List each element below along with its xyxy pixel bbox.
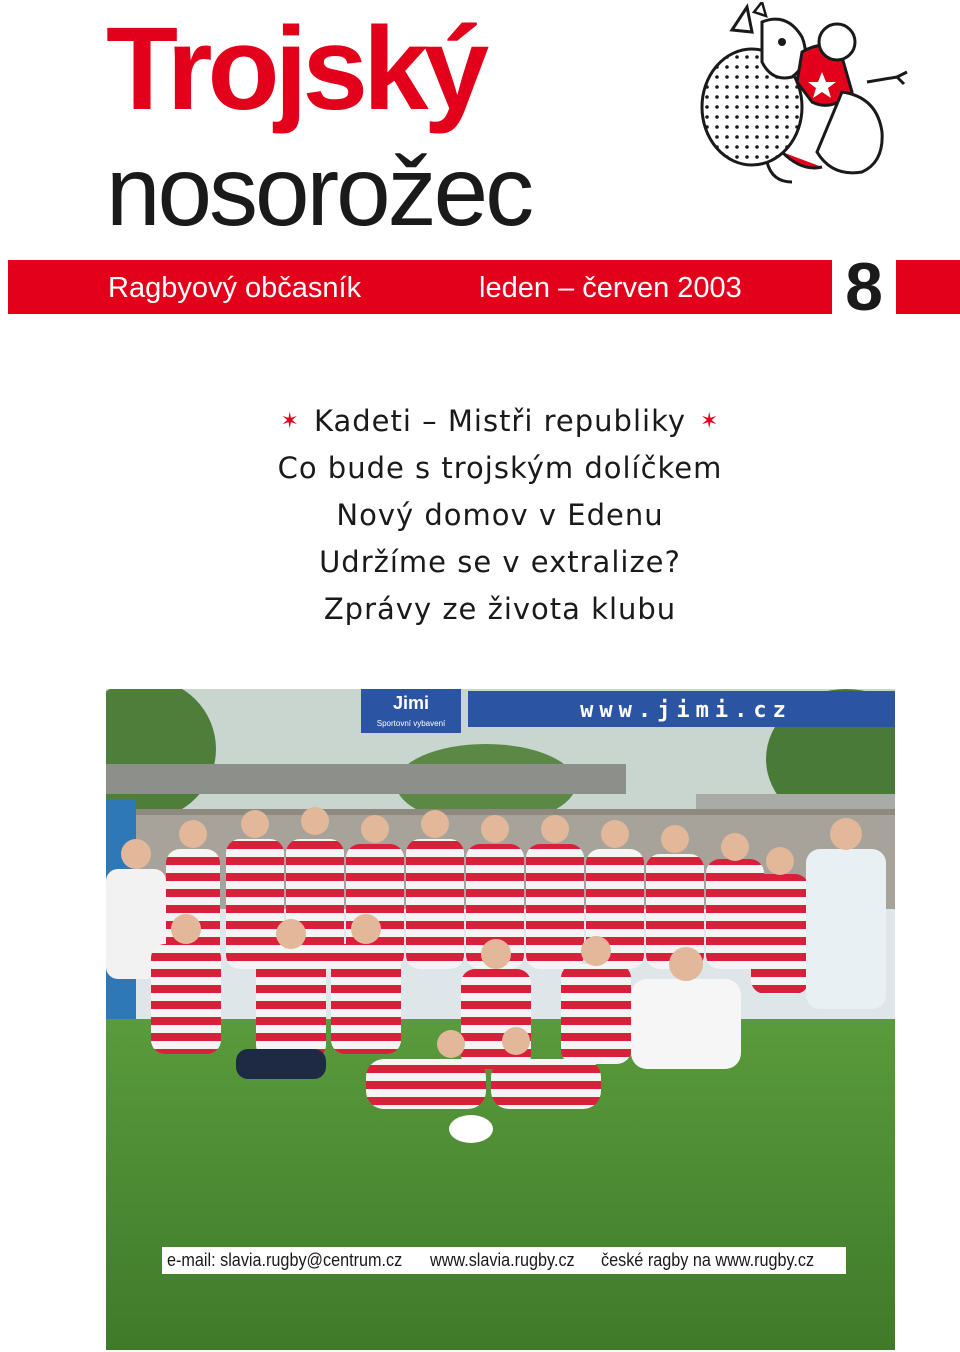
headline-item: Nový domov v Edenu [336,498,664,532]
magazine-subtitle: Ragbyový občasník [108,272,362,304]
footer-email[interactable]: e-mail: slavia.rugby@centrum.cz [167,1250,403,1270]
footer-website[interactable]: www.slavia.rugby.cz [430,1250,575,1270]
sponsor-sign-tagline: Sportovní vybavení [376,719,446,728]
headline-list [0,398,960,633]
star-bullet-icon: ✶ [700,409,720,434]
star-bullet-icon: ✶ [280,409,300,434]
headline-item: ✶ Kadeti – Mistři republiky ✶ [280,404,720,438]
headline-item: Udržíme se v extralize? [319,545,681,579]
magazine-title-line1: Trojský [106,3,485,135]
footer-rugby-link[interactable]: české ragby na www.rugby.cz [601,1250,815,1270]
issue-period: leden – červen 2003 [479,272,742,304]
magazine-title-line2: nosorožec [106,136,532,246]
sponsor-sign-text: Jimi [392,693,430,713]
issue-number: 8 [845,249,883,325]
rhino-mascot-icon [692,2,922,192]
headline-item: Co bude s trojským dolíčkem [277,451,723,485]
headline-item: Zprávy ze života klubu [323,592,677,626]
sponsor-banner-text: www.jimi.cz [580,698,792,723]
